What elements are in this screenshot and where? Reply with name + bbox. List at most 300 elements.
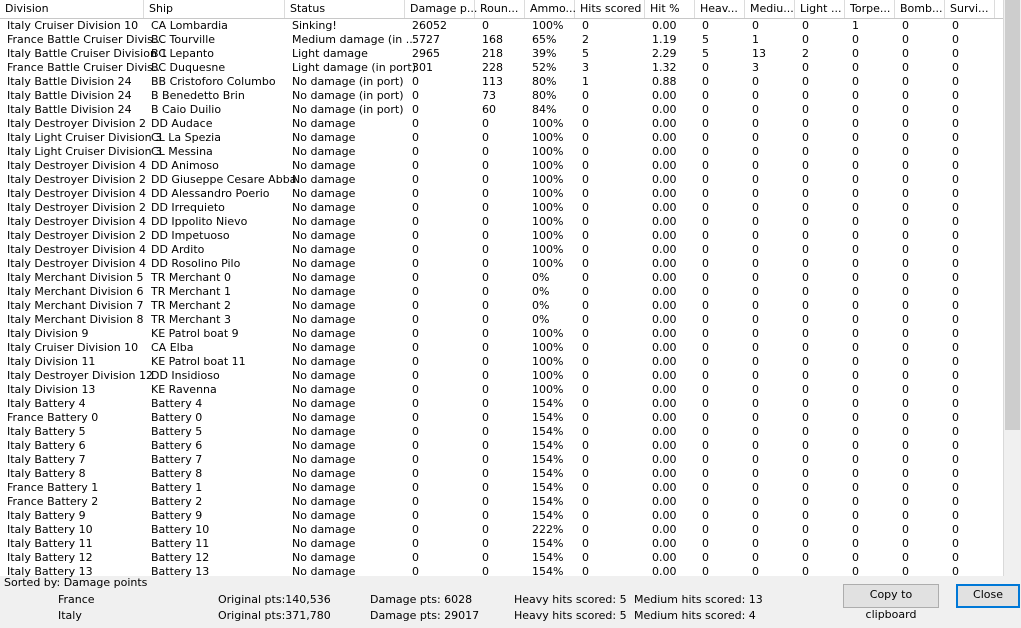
table-row[interactable] [0, 201, 1003, 215]
table-row[interactable] [0, 397, 1003, 411]
column-header-medium-hits[interactable]: Mediu... [745, 0, 795, 18]
cell-rounds: 0 [482, 355, 489, 368]
cell-division: Italy Destroyer Division 2 [7, 229, 147, 242]
cell-ship: KE Patrol boat 9 [151, 327, 239, 340]
cell-survival: 0 [952, 117, 959, 130]
cell-heavy-hits: 0 [702, 565, 709, 578]
cell-status: Medium damage (in ... [292, 33, 417, 46]
cell-hits-scored: 0 [582, 159, 589, 172]
cell-ammo: 154% [532, 425, 564, 438]
cell-survival: 0 [952, 285, 959, 298]
table-row[interactable] [0, 89, 1003, 103]
cell-survival: 0 [952, 173, 959, 186]
cell-survival: 0 [952, 369, 959, 382]
cell-ship: B Benedetto Brin [151, 89, 245, 102]
cell-light-hits: 0 [802, 495, 809, 508]
table-row[interactable] [0, 523, 1003, 537]
cell-status: No damage [292, 383, 356, 396]
cell-damage-points: 0 [412, 327, 419, 340]
cell-hits-scored: 0 [582, 145, 589, 158]
table-row[interactable] [0, 411, 1003, 425]
cell-ammo: 154% [532, 453, 564, 466]
cell-heavy-hits: 0 [702, 75, 709, 88]
cell-division: Italy Battery 5 [7, 425, 86, 438]
cell-division: Italy Division 13 [7, 383, 96, 396]
cell-ammo: 100% [532, 369, 564, 382]
table-row[interactable] [0, 33, 1003, 47]
cell-ammo: 80% [532, 75, 557, 88]
cell-rounds: 0 [482, 131, 489, 144]
cell-light-hits: 0 [802, 159, 809, 172]
cell-rounds: 0 [482, 551, 489, 564]
cell-survival: 0 [952, 439, 959, 452]
cell-ship: TR Merchant 0 [151, 271, 231, 284]
cell-status: No damage [292, 187, 356, 200]
cell-light-hits: 0 [802, 75, 809, 88]
cell-ammo: 154% [532, 439, 564, 452]
cell-medium-hits: 0 [752, 495, 759, 508]
column-header-heavy-hits[interactable]: Heav... [695, 0, 745, 18]
cell-light-hits: 0 [802, 285, 809, 298]
cell-bomb-hits: 0 [902, 61, 909, 74]
table-row[interactable] [0, 537, 1003, 551]
cell-ship: BB Cristoforo Columbo [151, 75, 276, 88]
cell-survival: 0 [952, 327, 959, 340]
cell-torpedo-hits: 0 [852, 187, 859, 200]
cell-hits-scored: 0 [582, 299, 589, 312]
cell-ammo: 154% [532, 397, 564, 410]
cell-survival: 0 [952, 537, 959, 550]
cell-torpedo-hits: 0 [852, 131, 859, 144]
cell-light-hits: 0 [802, 537, 809, 550]
cell-ammo: 100% [532, 117, 564, 130]
cell-torpedo-hits: 0 [852, 453, 859, 466]
table-row[interactable] [0, 481, 1003, 495]
cell-rounds: 0 [482, 313, 489, 326]
cell-hit-percent: 0.00 [652, 537, 677, 550]
table-row[interactable] [0, 313, 1003, 327]
cell-damage-points: 0 [412, 173, 419, 186]
table-row[interactable] [0, 439, 1003, 453]
cell-ammo: 154% [532, 509, 564, 522]
cell-rounds: 0 [482, 257, 489, 270]
cell-survival: 0 [952, 397, 959, 410]
cell-heavy-hits: 0 [702, 159, 709, 172]
cell-division: France Battle Cruiser Divis... [7, 61, 164, 74]
cell-bomb-hits: 0 [902, 439, 909, 452]
cell-status: Sinking! [292, 19, 337, 32]
cell-ship: DD Audace [151, 117, 213, 130]
cell-bomb-hits: 0 [902, 495, 909, 508]
cell-ship: BC Tourville [151, 33, 216, 46]
cell-rounds: 218 [482, 47, 503, 60]
cell-heavy-hits: 0 [702, 201, 709, 214]
cell-ship: DD Alessandro Poerio [151, 187, 270, 200]
cell-damage-points: 0 [412, 467, 419, 480]
cell-hits-scored: 0 [582, 201, 589, 214]
cell-status: No damage [292, 411, 356, 424]
cell-torpedo-hits: 0 [852, 103, 859, 116]
table-row[interactable] [0, 117, 1003, 131]
cell-heavy-hits: 0 [702, 19, 709, 32]
table-row[interactable] [0, 467, 1003, 481]
close-button[interactable]: Close [956, 584, 1020, 608]
cell-damage-points: 0 [412, 509, 419, 522]
cell-status: No damage [292, 523, 356, 536]
cell-division: France Battery 1 [7, 481, 99, 494]
table-row[interactable] [0, 327, 1003, 341]
cell-hit-percent: 0.00 [652, 523, 677, 536]
cell-hits-scored: 0 [582, 341, 589, 354]
cell-ship: CL Messina [151, 145, 213, 158]
cell-heavy-hits: 0 [702, 173, 709, 186]
cell-light-hits: 0 [802, 383, 809, 396]
cell-medium-hits: 0 [752, 425, 759, 438]
france-heavy-hits: Heavy hits scored: 5 [514, 593, 627, 606]
cell-division: France Battle Cruiser Divis... [7, 33, 164, 46]
cell-status: No damage [292, 439, 356, 452]
cell-hit-percent: 0.00 [652, 439, 677, 452]
cell-ammo: 100% [532, 229, 564, 242]
cell-hits-scored: 0 [582, 103, 589, 116]
cell-light-hits: 0 [802, 509, 809, 522]
cell-division: Italy Destroyer Division 2 [7, 117, 147, 130]
cell-status: No damage [292, 145, 356, 158]
table-row[interactable] [0, 103, 1003, 117]
cell-status: No damage [292, 257, 356, 270]
cell-rounds: 0 [482, 201, 489, 214]
table-row[interactable] [0, 243, 1003, 257]
cell-damage-points: 0 [412, 313, 419, 326]
cell-torpedo-hits: 0 [852, 509, 859, 522]
cell-hit-percent: 0.00 [652, 131, 677, 144]
cell-heavy-hits: 0 [702, 327, 709, 340]
cell-status: No damage [292, 327, 356, 340]
cell-bomb-hits: 0 [902, 229, 909, 242]
column-header-hit-percent[interactable]: Hit % [645, 0, 695, 18]
column-header-light-hits[interactable]: Light ... [795, 0, 845, 18]
cell-division: Italy Battery 7 [7, 453, 86, 466]
cell-light-hits: 0 [802, 481, 809, 494]
cell-ship: Battery 9 [151, 509, 203, 522]
table-header [0, 0, 1003, 19]
column-header-rounds[interactable]: Roun... [475, 0, 525, 18]
cell-medium-hits: 0 [752, 313, 759, 326]
cell-heavy-hits: 0 [702, 271, 709, 284]
italy-heavy-hits: Heavy hits scored: 5 [514, 609, 627, 622]
copy-to-clipboard-button[interactable]: Copy to clipboard [843, 584, 939, 608]
cell-ship: Battery 1 [151, 481, 203, 494]
cell-division: Italy Battle Division 24 [7, 89, 132, 102]
cell-heavy-hits: 0 [702, 439, 709, 452]
cell-survival: 0 [952, 215, 959, 228]
cell-hit-percent: 0.00 [652, 19, 677, 32]
cell-status: No damage [292, 397, 356, 410]
cell-hit-percent: 0.00 [652, 355, 677, 368]
table-row[interactable] [0, 341, 1003, 355]
cell-bomb-hits: 0 [902, 215, 909, 228]
cell-division: Italy Merchant Division 5 [7, 271, 144, 284]
cell-hit-percent: 0.00 [652, 89, 677, 102]
vertical-scrollbar[interactable] [1004, 0, 1021, 576]
column-header-ship[interactable]: Ship [144, 0, 285, 18]
cell-bomb-hits: 0 [902, 145, 909, 158]
cell-light-hits: 0 [802, 131, 809, 144]
table-row[interactable] [0, 19, 1003, 33]
cell-hits-scored: 0 [582, 439, 589, 452]
cell-medium-hits: 0 [752, 369, 759, 382]
cell-hit-percent: 0.00 [652, 201, 677, 214]
table-row[interactable] [0, 229, 1003, 243]
table-row[interactable] [0, 215, 1003, 229]
cell-heavy-hits: 0 [702, 537, 709, 550]
cell-medium-hits: 0 [752, 257, 759, 270]
cell-medium-hits: 0 [752, 201, 759, 214]
cell-torpedo-hits: 0 [852, 411, 859, 424]
cell-light-hits: 0 [802, 229, 809, 242]
cell-damage-points: 0 [412, 341, 419, 354]
cell-status: No damage [292, 243, 356, 256]
cell-heavy-hits: 0 [702, 257, 709, 270]
cell-division: Italy Cruiser Division 10 [7, 19, 139, 32]
cell-ship: Battery 0 [151, 411, 203, 424]
table-row[interactable] [0, 187, 1003, 201]
cell-rounds: 0 [482, 411, 489, 424]
cell-light-hits: 0 [802, 61, 809, 74]
table-row[interactable] [0, 495, 1003, 509]
cell-torpedo-hits: 0 [852, 439, 859, 452]
cell-bomb-hits: 0 [902, 257, 909, 270]
cell-bomb-hits: 0 [902, 173, 909, 186]
cell-survival: 0 [952, 313, 959, 326]
table-row[interactable] [0, 131, 1003, 145]
cell-division: Italy Light Cruiser Division 3 [7, 131, 163, 144]
cell-ship: B Caio Duilio [151, 103, 222, 116]
cell-status: No damage [292, 565, 356, 578]
cell-medium-hits: 0 [752, 523, 759, 536]
cell-heavy-hits: 0 [702, 131, 709, 144]
table-row[interactable] [0, 257, 1003, 271]
table-row[interactable] [0, 159, 1003, 173]
cell-ship: DD Ippolito Nievo [151, 215, 248, 228]
cell-survival: 0 [952, 61, 959, 74]
cell-torpedo-hits: 0 [852, 257, 859, 270]
cell-survival: 0 [952, 425, 959, 438]
cell-torpedo-hits: 0 [852, 355, 859, 368]
cell-hit-percent: 0.88 [652, 75, 677, 88]
column-header-bomb-hits[interactable]: Bomb... [895, 0, 945, 18]
cell-torpedo-hits: 0 [852, 551, 859, 564]
cell-torpedo-hits: 0 [852, 313, 859, 326]
table-row[interactable] [0, 551, 1003, 565]
cell-heavy-hits: 0 [702, 453, 709, 466]
cell-status: No damage [292, 537, 356, 550]
cell-survival: 0 [952, 201, 959, 214]
cell-heavy-hits: 0 [702, 369, 709, 382]
cell-ammo: 100% [532, 19, 564, 32]
cell-survival: 0 [952, 509, 959, 522]
cell-ammo: 100% [532, 327, 564, 340]
cell-bomb-hits: 0 [902, 89, 909, 102]
cell-bomb-hits: 0 [902, 47, 909, 60]
cell-hits-scored: 0 [582, 481, 589, 494]
cell-torpedo-hits: 0 [852, 47, 859, 60]
column-header-hits-scored[interactable]: Hits scored [575, 0, 645, 18]
cell-medium-hits: 0 [752, 229, 759, 242]
cell-ammo: 154% [532, 411, 564, 424]
cell-bomb-hits: 0 [902, 341, 909, 354]
cell-medium-hits: 3 [752, 61, 759, 74]
cell-bomb-hits: 0 [902, 75, 909, 88]
cell-light-hits: 0 [802, 271, 809, 284]
cell-light-hits: 0 [802, 411, 809, 424]
cell-division: Italy Destroyer Division 4 [7, 257, 147, 270]
table-row[interactable] [0, 61, 1003, 75]
cell-ammo: 0% [532, 299, 550, 312]
cell-light-hits: 0 [802, 201, 809, 214]
cell-light-hits: 0 [802, 89, 809, 102]
cell-survival: 0 [952, 453, 959, 466]
cell-medium-hits: 0 [752, 299, 759, 312]
cell-damage-points: 26052 [412, 19, 447, 32]
cell-bomb-hits: 0 [902, 201, 909, 214]
cell-ship: KE Patrol boat 11 [151, 355, 246, 368]
cell-damage-points: 5727 [412, 33, 440, 46]
table-row[interactable] [0, 425, 1003, 439]
cell-light-hits: 0 [802, 173, 809, 186]
cell-rounds: 0 [482, 117, 489, 130]
table-row[interactable] [0, 299, 1003, 313]
table-row[interactable] [0, 509, 1003, 523]
column-header-division[interactable]: Division [0, 0, 144, 18]
cell-survival: 0 [952, 341, 959, 354]
table-row[interactable] [0, 173, 1003, 187]
cell-survival: 0 [952, 481, 959, 494]
cell-bomb-hits: 0 [902, 537, 909, 550]
cell-hits-scored: 0 [582, 313, 589, 326]
cell-heavy-hits: 5 [702, 47, 709, 60]
cell-hits-scored: 0 [582, 285, 589, 298]
cell-hit-percent: 0.00 [652, 187, 677, 200]
column-header-status[interactable]: Status [285, 0, 405, 18]
cell-ammo: 100% [532, 159, 564, 172]
cell-rounds: 0 [482, 229, 489, 242]
cell-hits-scored: 0 [582, 453, 589, 466]
cell-division: Italy Light Cruiser Division 3 [7, 145, 163, 158]
cell-hits-scored: 0 [582, 229, 589, 242]
cell-ship: Battery 8 [151, 467, 203, 480]
cell-damage-points: 0 [412, 425, 419, 438]
cell-ship: Battery 7 [151, 453, 203, 466]
column-header-damage-points[interactable]: Damage p... [405, 0, 475, 18]
cell-heavy-hits: 0 [702, 551, 709, 564]
cell-medium-hits: 0 [752, 187, 759, 200]
cell-torpedo-hits: 0 [852, 89, 859, 102]
table-row[interactable] [0, 355, 1003, 369]
scrollbar-thumb[interactable] [1005, 0, 1020, 430]
table-row[interactable] [0, 271, 1003, 285]
cell-heavy-hits: 0 [702, 299, 709, 312]
italy-damage-pts: Damage pts: 29017 [370, 609, 480, 622]
column-header-survival[interactable]: Survi... [945, 0, 995, 18]
cell-medium-hits: 0 [752, 467, 759, 480]
cell-damage-points: 0 [412, 243, 419, 256]
cell-rounds: 0 [482, 145, 489, 158]
cell-ammo: 0% [532, 271, 550, 284]
column-header-ammo[interactable]: Ammo... [525, 0, 575, 18]
cell-heavy-hits: 0 [702, 117, 709, 130]
cell-ammo: 100% [532, 243, 564, 256]
cell-torpedo-hits: 0 [852, 397, 859, 410]
cell-division: Italy Battle Division 24 [7, 75, 132, 88]
cell-torpedo-hits: 0 [852, 201, 859, 214]
cell-division: Italy Battle Cruiser Division 1 [7, 47, 168, 60]
cell-hits-scored: 0 [582, 271, 589, 284]
table-row[interactable] [0, 145, 1003, 159]
cell-damage-points: 2965 [412, 47, 440, 60]
table-row[interactable] [0, 383, 1003, 397]
column-header-torpedo-hits[interactable]: Torpe... [845, 0, 895, 18]
cell-rounds: 0 [482, 187, 489, 200]
cell-division: Italy Division 11 [7, 355, 96, 368]
table-row[interactable] [0, 453, 1003, 467]
cell-hits-scored: 0 [582, 509, 589, 522]
cell-status: No damage [292, 117, 356, 130]
table-row[interactable] [0, 369, 1003, 383]
table-row[interactable] [0, 47, 1003, 61]
cell-heavy-hits: 0 [702, 355, 709, 368]
cell-rounds: 60 [482, 103, 496, 116]
cell-division: Italy Destroyer Division 12 [7, 369, 154, 382]
cell-heavy-hits: 0 [702, 397, 709, 410]
cell-damage-points: 0 [412, 299, 419, 312]
cell-torpedo-hits: 0 [852, 425, 859, 438]
cell-ammo: 100% [532, 383, 564, 396]
cell-division: Italy Cruiser Division 10 [7, 341, 139, 354]
cell-bomb-hits: 0 [902, 33, 909, 46]
cell-division: Italy Destroyer Division 2 [7, 173, 147, 186]
cell-medium-hits: 0 [752, 509, 759, 522]
cell-status: No damage [292, 285, 356, 298]
sort-label: Sorted by: Damage points [4, 576, 148, 589]
cell-status: No damage (in port) [292, 89, 404, 102]
cell-survival: 0 [952, 19, 959, 32]
cell-hit-percent: 0.00 [652, 551, 677, 564]
cell-division: Italy Battery 6 [7, 439, 86, 452]
cell-damage-points: 0 [412, 397, 419, 410]
cell-status: No damage [292, 215, 356, 228]
cell-bomb-hits: 0 [902, 299, 909, 312]
cell-ship: CL La Spezia [151, 131, 221, 144]
table-row[interactable] [0, 285, 1003, 299]
cell-damage-points: 0 [412, 481, 419, 494]
cell-hits-scored: 0 [582, 215, 589, 228]
france-damage-pts: Damage pts: 6028 [370, 593, 473, 606]
cell-medium-hits: 13 [752, 47, 766, 60]
table-body [0, 19, 1003, 579]
cell-ammo: 100% [532, 187, 564, 200]
cell-rounds: 0 [482, 453, 489, 466]
table-row[interactable] [0, 75, 1003, 89]
cell-division: Italy Destroyer Division 4 [7, 187, 147, 200]
cell-ammo: 80% [532, 89, 557, 102]
cell-ammo: 100% [532, 145, 564, 158]
cell-ship: TR Merchant 3 [151, 313, 231, 326]
cell-light-hits: 0 [802, 313, 809, 326]
cell-hit-percent: 0.00 [652, 383, 677, 396]
cell-rounds: 0 [482, 425, 489, 438]
cell-hit-percent: 0.00 [652, 271, 677, 284]
